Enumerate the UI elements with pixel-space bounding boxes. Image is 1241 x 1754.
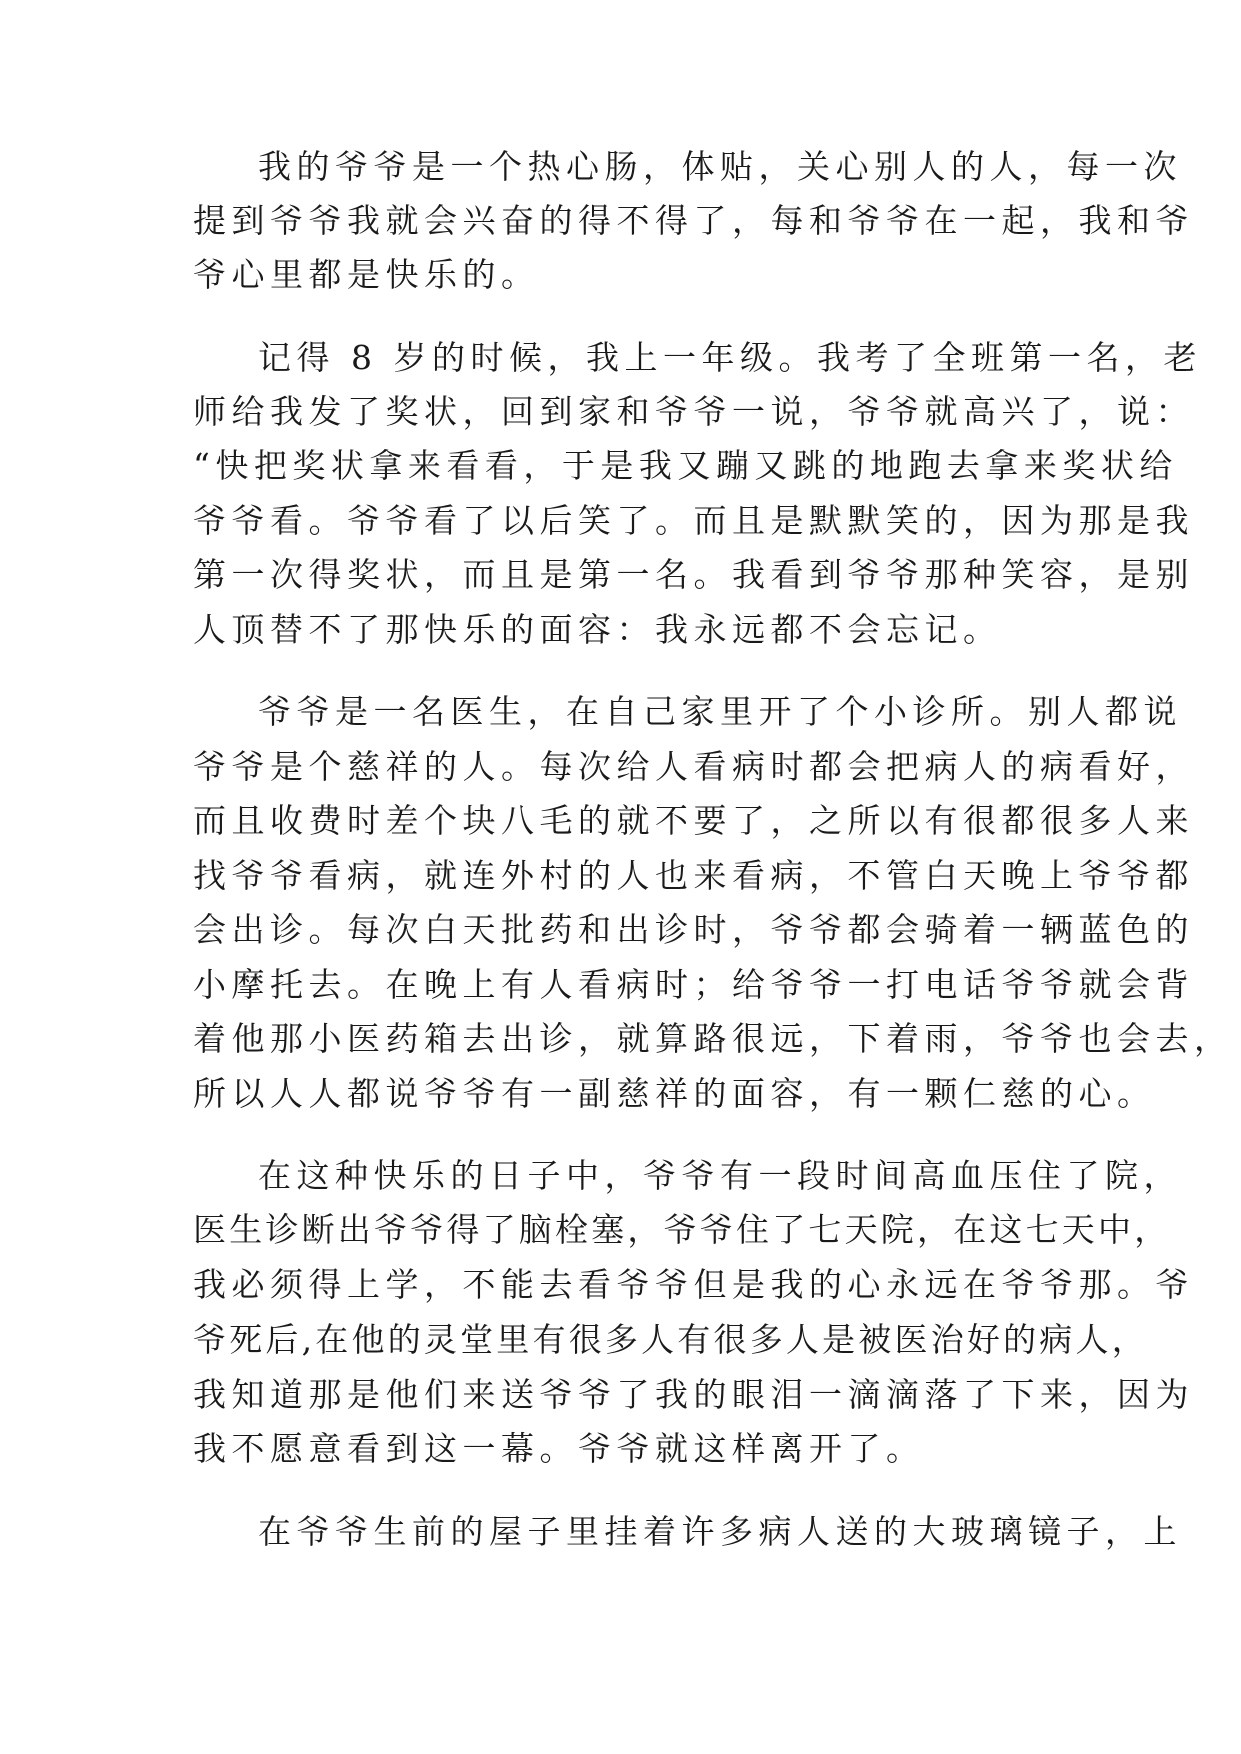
text-line: 人顶替不了那快乐的面容：我永远都不会忘记。 [193,610,1002,649]
text-line: 在这种快乐的日子中，爷爷有一段时间高血压住了院， [258,1156,1182,1195]
text-line: 第一次得奖状，而且是第一名。我看到爷爷那种笑容，是别 [193,555,1194,594]
text-line: 会出诊。每次白天批药和出诊时，爷爷都会骑着一辆蓝色的 [193,910,1194,949]
text-line: 我知道那是他们来送爷爷了我的眼泪一滴滴落了下来，因为 [193,1375,1194,1414]
text-line: 爷爷是一名医生，在自己家里开了个小诊所。别人都说 [258,692,1182,731]
text-line: 师给我发了奖状，回到家和爷爷一说，爷爷就高兴了，说： [193,392,1194,431]
text-line: 提到爷爷我就会兴奋的得不得了，每和爷爷在一起，我和爷 [193,201,1194,240]
text-line: 而且收费时差个块八毛的就不要了，之所以有很都很多人来 [193,801,1194,840]
text-line: 在爷爷生前的屋子里挂着许多病人送的大玻璃镜子，上 [258,1512,1182,1551]
text-line: 着他那小医药箱去出诊，就算路很远，下着雨，爷爷也会去， [193,1019,1233,1058]
text-line: 医生诊断出爷爷得了脑栓塞，爷爷住了七天院，在这七天中， [193,1210,1171,1249]
text-line: 所以人人都说爷爷有一副慈祥的面容，有一颗仁慈的心。 [193,1074,1156,1113]
text-line: 我的爷爷是一个热心肠，体贴，关心别人的人，每一次 [258,147,1182,186]
text-line: 爷爷是个慈祥的人。每次给人看病时都会把病人的病看好， [193,747,1194,786]
text-line: “快把奖状拿来看看，于是我又蹦又跳的地跑去拿来奖状给 [193,446,1178,485]
text-line: 爷死后,在他的灵堂里有很多人有很多人是被医治好的病人， [193,1320,1148,1359]
text-line: 我必须得上学，不能去看爷爷但是我的心永远在爷爷那。爷 [193,1265,1194,1304]
text-line: 我不愿意看到这一幕。爷爷就这样离开了。 [193,1429,925,1468]
text-line: 记得 8 岁的时候，我上一年级。我考了全班第一名，老 [258,338,1202,377]
text-line: 爷心里都是快乐的。 [193,255,540,294]
text-line: 小摩托去。在晚上有人看病时；给爷爷一打电话爷爷就会背 [193,965,1194,1004]
text-line: 爷爷看。爷爷看了以后笑了。而且是默默笑的，因为那是我 [193,501,1194,540]
text-line: 找爷爷看病，就连外村的人也来看病，不管白天晚上爷爷都 [193,856,1194,895]
